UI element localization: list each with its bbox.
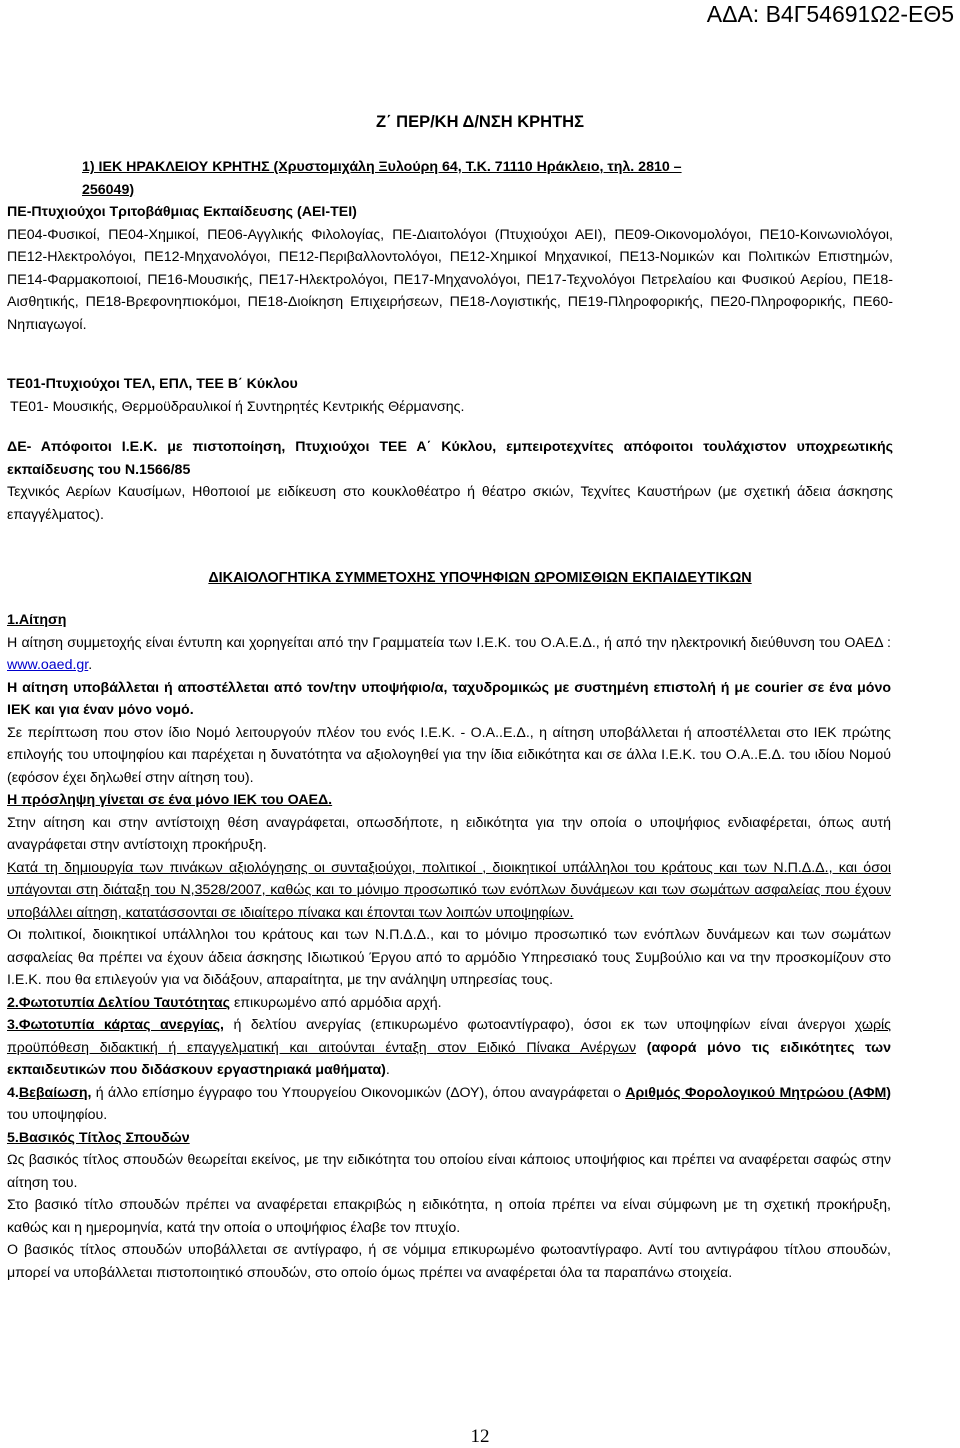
s5-p1: Ως βασικός τίτλος σπουδών θεωρείται εκείνος, με την ειδικότητα του οποίου είναι κάποιος υποψήφιος και πρέπει να αναφέρεται σαφώς στην αίτηση του. <box>7 1152 891 1191</box>
s1-p6: Κατά τη δημιουργία των πινάκων αξιολόγησης οι συνταξιούχοι, πολιτικοί , διοικητικοί υπάλληλοι του κράτους και των Ν.Π.Δ.Δ., και όσοι υπάγονται στη διάταξη του Ν,3528/2007, καθώς και το μόνιμο προσωπικό των ενόπλων δυνάμεων και των σωμάτων ασφαλείας που έχουν υποβάλλει αίτηση, κατατάσσονται σε ιδιαίτερο πίνακα και έπονται των λοιπών υποψηφίων. <box>7 859 891 921</box>
s4-title: Βεβαίωση, <box>18 1084 92 1101</box>
te-heading: ΤΕ01-Πτυχιούχοι ΤΕΛ, ΕΠΛ, ΤΕΕ Β΄ Κύκλου <box>7 376 298 392</box>
s3-text-a: ή δελτίου ανεργίας (επικυρωμένο φωτοαντίγραφο), όσοι εκ των υποψηφίων είναι άνεργοι <box>223 1017 855 1033</box>
documents-heading: ΔΙΚΑΙΟΛΟΓΗΤΙΚΑ ΣΥΜΜΕΤΟΧΗΣ ΥΠΟΨΗΦΙΩΝ ΩΡΟΜΙΣΘΙΩΝ ΕΚΠΑΙΔΕΥΤΙΚΩΝ <box>208 570 752 586</box>
de-heading-part1: ΔΕ- Απόφοιτοι Ι.Ε.Κ. <box>7 439 158 455</box>
pe-heading: ΠΕ-Πτυχιούχοι Τριτοβάθμιας Εκπαίδευσης (ΑΕΙ-ΤΕΙ) <box>7 204 357 220</box>
s5-p2: Στο βασικό τίτλο σπουδών πρέπει να αναφέρεται επακριβώς η ειδικότητα, η οποία πρέπει να είναι σύμφωνη με τη σχετική προκήρυξη, καθώς και η ημερομηνία, κατά την οποία ο υποψήφιος έλαβε τον πτυχίο. <box>7 1197 891 1236</box>
page-number: 12 <box>470 1426 490 1447</box>
pe-text: ΠΕ04-Φυσικοί, ΠΕ04-Χημικοί, ΠΕ06-Αγγλικής Φιλολογίας, ΠΕ-Διαιτολόγοι (Πτυχιούχοι ΑΕΙ), ΠΕ09-Οικονομολόγοι, ΠΕ10-Κοινωνιολόγοι, ΠΕ12-Ηλεκτρολόγοι, ΠΕ12-Μηχανολόγοι, ΠΕ12-Περιβαλλοντολόγοι, ΠΕ12-Χημικοί Μηχανικοί, ΠΕ13-Νομικών και Πολιτικών Επιστημών, ΠΕ14-Φαρμακοποιοί, ΠΕ16-Μουσικής, ΠΕ17-Ηλεκτρολόγοι, ΠΕ17-Μηχανολόγοι, ΠΕ17-Τεχνολόγοι Πετρελαίου και Φυσικού Αερίου, ΠΕ18-Αισθητικής, ΠΕ18-Βρεφονηπιοκόμοι, ΠΕ18-Διοίκηση Επιχειρήσεων, ΠΕ18-Λογιστικής, ΠΕ19-Πληροφορικής, ΠΕ20-Πληροφορικής, ΠΕ60-Νηπιαγωγοί. <box>7 226 893 333</box>
de-text: Τεχνικός Αερίων Καυσίμων, Ηθοποιοί με ειδίκευση στο κουκλοθέατρο ή θέατρο σκιών, Τεχνίτες Καυστήρων (με σχετική άδεια άσκησης επαγγέλματος). <box>7 484 893 523</box>
s1-p4: Η πρόσληψη γίνεται σε ένα μόνο ΙΕΚ του ΟΑΕΔ. <box>7 792 333 808</box>
s4-text-end: του υποψηφίου. <box>7 1107 108 1123</box>
s2 <box>7 992 891 1015</box>
iek-address <box>7 156 893 201</box>
s3-text-end: . <box>385 1062 390 1078</box>
de-heading-part2: με πιστοποίηση, Πτυχιούχοι ΤΕΕ Α΄ Κύκλου, εμπειροτεχνίτες απόφοιτοι τουλάχιστον υποχρεωτικής εκπαίδευσης του Ν.1566/85 <box>7 439 893 478</box>
s3-text-bold: (αφορά μόνο τις ειδικότητες των εκπαιδευτικών που διδάσκουν εργαστηριακά μαθήματα) <box>7 1039 891 1078</box>
s1-p1-end: . <box>88 657 93 673</box>
s2-text: επικυρωμένο από αρμόδια αρχή. <box>230 994 442 1011</box>
s4-afm: Αριθμός Φορολογικού Μητρώου (ΑΦΜ) <box>625 1084 892 1101</box>
ada-code: ΑΔΑ: Β4Γ54691Ω2-ΕΘ5 <box>706 1 954 27</box>
s1-p1 <box>7 632 891 677</box>
pe-section <box>7 201 893 336</box>
s3 <box>7 1014 891 1082</box>
s4 <box>7 1082 891 1127</box>
s5-title: 5.Βασικός Τίτλος Σπουδών <box>7 1129 190 1146</box>
s5-p3: Ο βασικός τίτλος σπουδών υποβάλλεται σε αντίγραφο, ή σε νόμιμα επικυρωμένο φωτοαντίγραφο. Αντί του αντιγράφου τίτλου σπουδών, μπορεί να υποβάλλεται πιστοποιητικό σπουδών, στο οποίο όμως πρέπει να αναφέρεται όλα τα παραπάνω στοιχεία. <box>7 1242 891 1281</box>
s1-p3: Σε περίπτωση που στον ίδιο Νομό λειτουργούν πλέον του ενός Ι.Ε.Κ. - Ο.Α..Ε.Δ., η αίτηση υποβάλλεται ή αποστέλλεται στο ΙΕΚ πρώτης επιλογής του υποψηφίου και παρέχεται η δυνατότητα να αξιολογηθεί για την ίδια ειδικότητα και σε άλλα Ι.Ε.Κ. του Ο.Α..Ε.Δ. του ιδίου Νομού (εφόσον έχει δηλωθεί στην αίτηση του). <box>7 724 891 786</box>
s1-title: 1.Αίτηση <box>7 612 67 628</box>
iek-line2: 256049) <box>82 181 135 198</box>
s4-text-a: ή άλλο επίσημο έγγραφο του Υπουργείου Οικονομικών (ΔΟΥ), όπου αναγράφεται ο <box>91 1084 626 1101</box>
s4-title-num: 4. <box>7 1084 19 1101</box>
te-text: ΤΕ01- Μουσικής, Θερμοϋδραυλικοί ή Συντηρητές Κεντρικής Θέρμανσης. <box>10 398 465 415</box>
de-section <box>7 436 893 526</box>
s3-text-underlined: χωρίς προϋπόθεση διδακτική ή επαγγελματική και αιτούνται ένταξη στον Ειδικό Πίνακα Ανέργων <box>7 1017 891 1056</box>
s3-title: 3.Φωτοτυπία κάρτας ανεργίας, <box>7 1017 224 1033</box>
oaed-link[interactable]: www.oaed.gr <box>7 657 89 673</box>
iek-line1: 1) ΙΕΚ ΗΡΑΚΛΕΙΟΥ ΚΡΗΤΗΣ (Χρυστομιχάλη Ξυλούρη 64, Τ.Κ. 71110 Ηράκλειο, τηλ. 2810 – <box>82 159 682 175</box>
s1-p2: Η αίτηση υποβάλλεται ή αποστέλλεται από τον/την υποψήφιο/α, ταχυδρομικώς με συστημένη επιστολή ή με courier σε ένα μόνο ΙΕΚ και για έναν μόνο νομό. <box>7 679 891 718</box>
s1-p7: Οι πολιτικοί, διοικητικοί υπάλληλοι του κράτους και των Ν.Π.Δ.Δ., και το μόνιμο προσωπικό των ενόπλων δυνάμεων και των σωμάτων ασφαλείας θα πρέπει να έχουν άδεια άσκησης Ιδιωτικού Έργου από το αρμόδιο Υπηρεσιακό τους Συμβούλιο και να την προσκομίζουν στο Ι.Ε.Κ. που θα επιλεγούν για να διδάξουν, απαραίτητα, με την ανάληψη υπηρεσίας τους. <box>7 927 891 988</box>
s2-title: 2.Φωτοτυπία Δελτίου Ταυτότητας <box>7 994 230 1011</box>
de-heading <box>7 436 893 481</box>
s1-p1-text: Η αίτηση συμμετοχής είναι έντυπη και χορηγείται από την Γραμματεία των Ι.Ε.Κ. του Ο.Α.Ε.Δ., ή από την ηλεκτρονική διεύθυνση του ΟΑΕΔ : <box>7 634 891 651</box>
documents-body <box>7 609 891 1284</box>
region-title: Ζ΄ ΠΕΡ/ΚΗ Δ/ΝΣΗ ΚΡΗΤΗΣ <box>376 113 584 131</box>
s1-p5: Στην αίτηση και στην αντίστοιχη θέση αναγράφεται, οπωσδήποτε, η ειδικότητα για την οποία ο υποψήφιος ενδιαφέρεται, όπως αυτή αναγράφεται στην αντίστοιχη προκήρυξη. <box>7 814 891 853</box>
te-section <box>7 373 893 418</box>
